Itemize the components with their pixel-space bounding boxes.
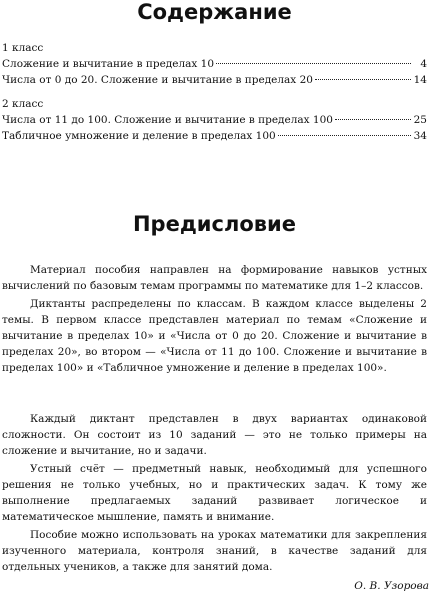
toc-entry[interactable] <box>2 114 427 126</box>
preface-paragraph: Пособие можно использовать на уроках математики для закрепления изученного материала, контроля знаний, в качестве заданий для отдельных учеников, а также для занятий дома. <box>2 529 427 574</box>
preface-paragraph: Материал пособия направлен на формирование навыков устных вычислений по базовым темам программы по математике для 1–2 классов. <box>2 264 427 293</box>
toc-entry[interactable] <box>2 58 427 70</box>
toc-leader-dots <box>278 135 411 136</box>
preface-paragraph: Диктанты распределены по классам. В каждом классе выделены 2 темы. В первом классе представлен материал по темам «Сложение и вычитание в пределах 10» и «Числа от 0 до 20. Сложение и вычитание в пределах 20», во втором — «Числа от 11 до 100. Сложение и вычитание в пределах 100» и «Табличное умножение и деление в пределах 100». <box>2 298 427 375</box>
toc-entry-text: Числа от 11 до 100. Сложение и вычитание в пределах 100 <box>2 114 333 126</box>
toc-entry[interactable] <box>2 130 427 142</box>
toc-entry-page: 25 <box>413 114 427 126</box>
preface-paragraph: Каждый диктант представлен в двух вариантах одинаковой сложности. Он состоит из 10 заданий — это не только примеры на сложение и вычитание, но и задачи. <box>2 413 427 458</box>
contents-title: Содержание <box>137 0 292 24</box>
preface-title: Предисловие <box>132 212 297 236</box>
preface-paragraph: Устный счёт — предметный навык, необходимый для успешного решения не только учебных, но и практических задач. К тому же выполнение предлагаемых заданий развивает логическое и математическое мышление, память и внимание. <box>2 463 427 524</box>
toc-entry-page: 4 <box>420 58 427 70</box>
contents-section-grade-2: 2 класс <box>2 98 44 110</box>
toc-leader-dots <box>315 79 411 80</box>
toc-entry-page: 34 <box>413 130 427 142</box>
toc-entry-text: Сложение и вычитание в пределах 10 <box>2 58 215 70</box>
toc-leader-dots <box>335 119 411 120</box>
toc-entry[interactable] <box>2 74 427 86</box>
contents-section-grade-1: 1 класс <box>2 42 44 54</box>
preface-author: О. В. Узорова <box>354 580 429 592</box>
toc-entry-text: Числа от 0 до 20. Сложение и вычитание в пределах 20 <box>2 74 313 86</box>
toc-leader-dots <box>216 63 411 64</box>
toc-entry-text: Табличное умножение и деление в пределах 100 <box>2 130 276 142</box>
toc-entry-page: 14 <box>413 74 427 86</box>
